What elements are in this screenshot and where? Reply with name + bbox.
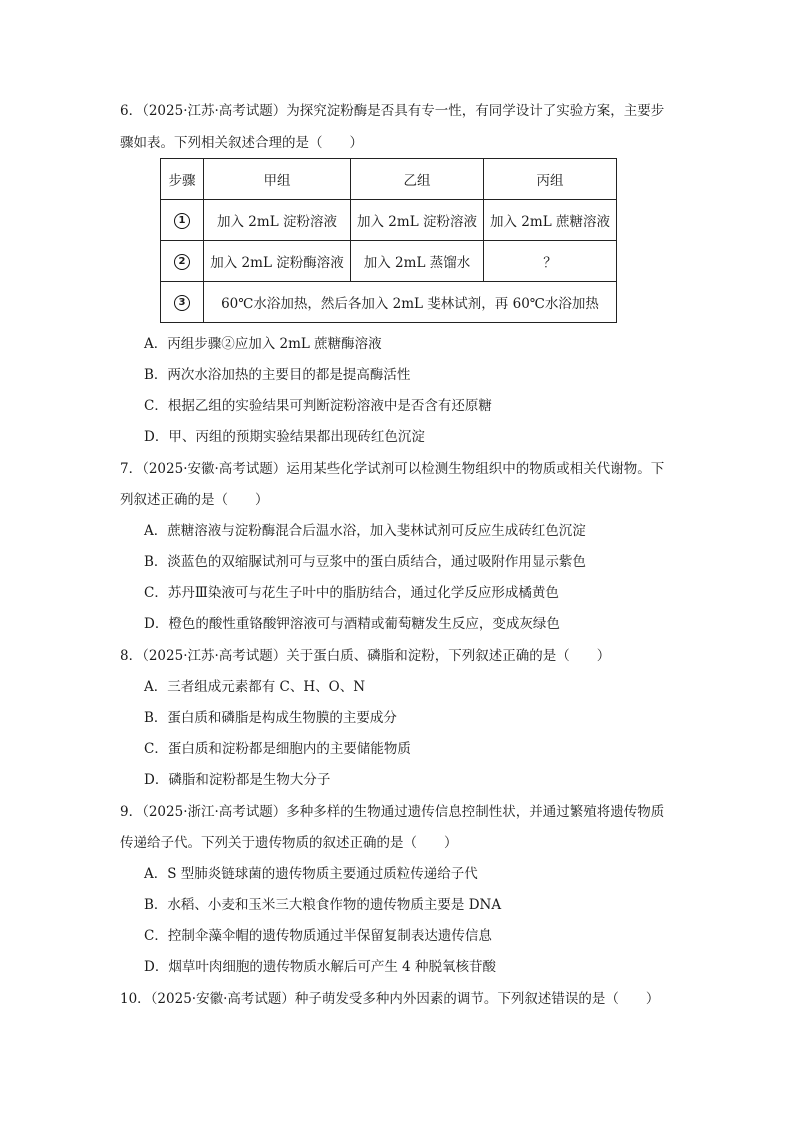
step-number-cell <box>161 200 204 241</box>
table-cell: ？ <box>484 241 617 282</box>
q6-option-a: A．丙组步骤②应加入 2mL 蔗糖酶溶液 <box>144 336 382 352</box>
q10-stem-line1: 10．（2025·安徽·高考试题）种子萌发受多种内外因素的调节。下列叙述错误的是（ ） <box>120 991 660 1007</box>
table-cell: 加入 2mL 淀粉酶溶液 <box>204 241 351 282</box>
experiment-table <box>160 158 617 323</box>
q8-stem-line1: 8．（2025·江苏·高考试题）关于蛋白质、磷脂和淀粉，下列叙述正确的是（ ） <box>120 648 611 664</box>
q9-option-d: D．烟草叶肉细胞的遗传物质水解后可产生 4 种脱氧核苷酸 <box>144 959 496 975</box>
q6-option-d: D．甲、丙组的预期实验结果都出现砖红色沉淀 <box>144 429 425 445</box>
q8-option-a: A．三者组成元素都有 C、H、O、N <box>144 679 366 695</box>
q6-option-c: C．根据乙组的实验结果可判断淀粉溶液中是否含有还原糖 <box>144 398 492 414</box>
q9-option-b: B．水稻、小麦和玉米三大粮食作物的遗传物质主要是 DNA <box>144 897 502 913</box>
step-number-cell <box>161 241 204 282</box>
step-number-circled: 2 <box>174 254 190 270</box>
q9-option-c: C．控制伞藻伞帽的遗传物质通过半保留复制表达遗传信息 <box>144 928 492 944</box>
step-number-circled: 1 <box>174 213 190 229</box>
q8-option-b: B．蛋白质和磷脂是构成生物膜的主要成分 <box>144 710 397 726</box>
table-row <box>161 282 617 323</box>
q9-stem-line1: 9．（2025·浙江·高考试题）多种多样的生物通过遗传信息控制性状，并通过繁殖将遗传物质 <box>120 804 665 820</box>
table-row <box>161 200 617 241</box>
q7-option-a: A．蔗糖溶液与淀粉酶混合后温水浴，加入斐林试剂可反应生成砖红色沉淀 <box>144 523 586 539</box>
header-group-yi: 乙组 <box>351 159 484 200</box>
step-number-circled: 3 <box>174 295 190 311</box>
table-cell: 加入 2mL 淀粉溶液 <box>204 200 351 241</box>
table-header-row <box>161 159 617 200</box>
q6-option-b: B．两次水浴加热的主要目的都是提高酶活性 <box>144 367 411 383</box>
table-cell: 加入 2mL 蔗糖溶液 <box>484 200 617 241</box>
table-cell: 加入 2mL 蒸馏水 <box>351 241 484 282</box>
q7-stem-line2: 列叙述正确的是（ ） <box>120 492 269 508</box>
table-row <box>161 241 617 282</box>
step-number-cell <box>161 282 204 323</box>
q7-stem-line1: 7．（2025·安徽·高考试题）运用某些化学试剂可以检测生物组织中的物质或相关代谢物。下 <box>120 461 665 477</box>
q7-option-d: D．橙色的酸性重铬酸钾溶液可与酒精或葡萄糖发生反应，变成灰绿色 <box>144 616 560 632</box>
table-cell: 加入 2mL 淀粉溶液 <box>351 200 484 241</box>
q9-option-a: A．S 型肺炎链球菌的遗传物质主要通过质粒传递给子代 <box>144 866 478 882</box>
table-merged-cell: 60℃水浴加热，然后各加入 2mL 斐林试剂，再 60℃水浴加热 <box>204 282 617 323</box>
header-group-bing: 丙组 <box>484 159 617 200</box>
header-step: 步骤 <box>161 159 204 200</box>
q8-option-d: D．磷脂和淀粉都是生物大分子 <box>144 772 331 788</box>
q6-stem-line1: 6．（2025·江苏·高考试题）为探究淀粉酶是否具有专一性，有同学设计了实验方案，主要步 <box>120 103 665 119</box>
q8-option-c: C．蛋白质和淀粉都是细胞内的主要储能物质 <box>144 741 411 757</box>
q6-stem-line2: 骤如表。下列相关叙述合理的是（ ） <box>120 135 363 151</box>
q7-option-b: B．淡蓝色的双缩脲试剂可与豆浆中的蛋白质结合，通过吸附作用显示紫色 <box>144 554 586 570</box>
q9-stem-line2: 传递给子代。下列关于遗传物质的叙述正确的是（ ） <box>120 835 458 851</box>
header-group-jia: 甲组 <box>204 159 351 200</box>
q7-option-c: C．苏丹Ⅲ染液可与花生子叶中的脂肪结合，通过化学反应形成橘黄色 <box>144 585 559 601</box>
